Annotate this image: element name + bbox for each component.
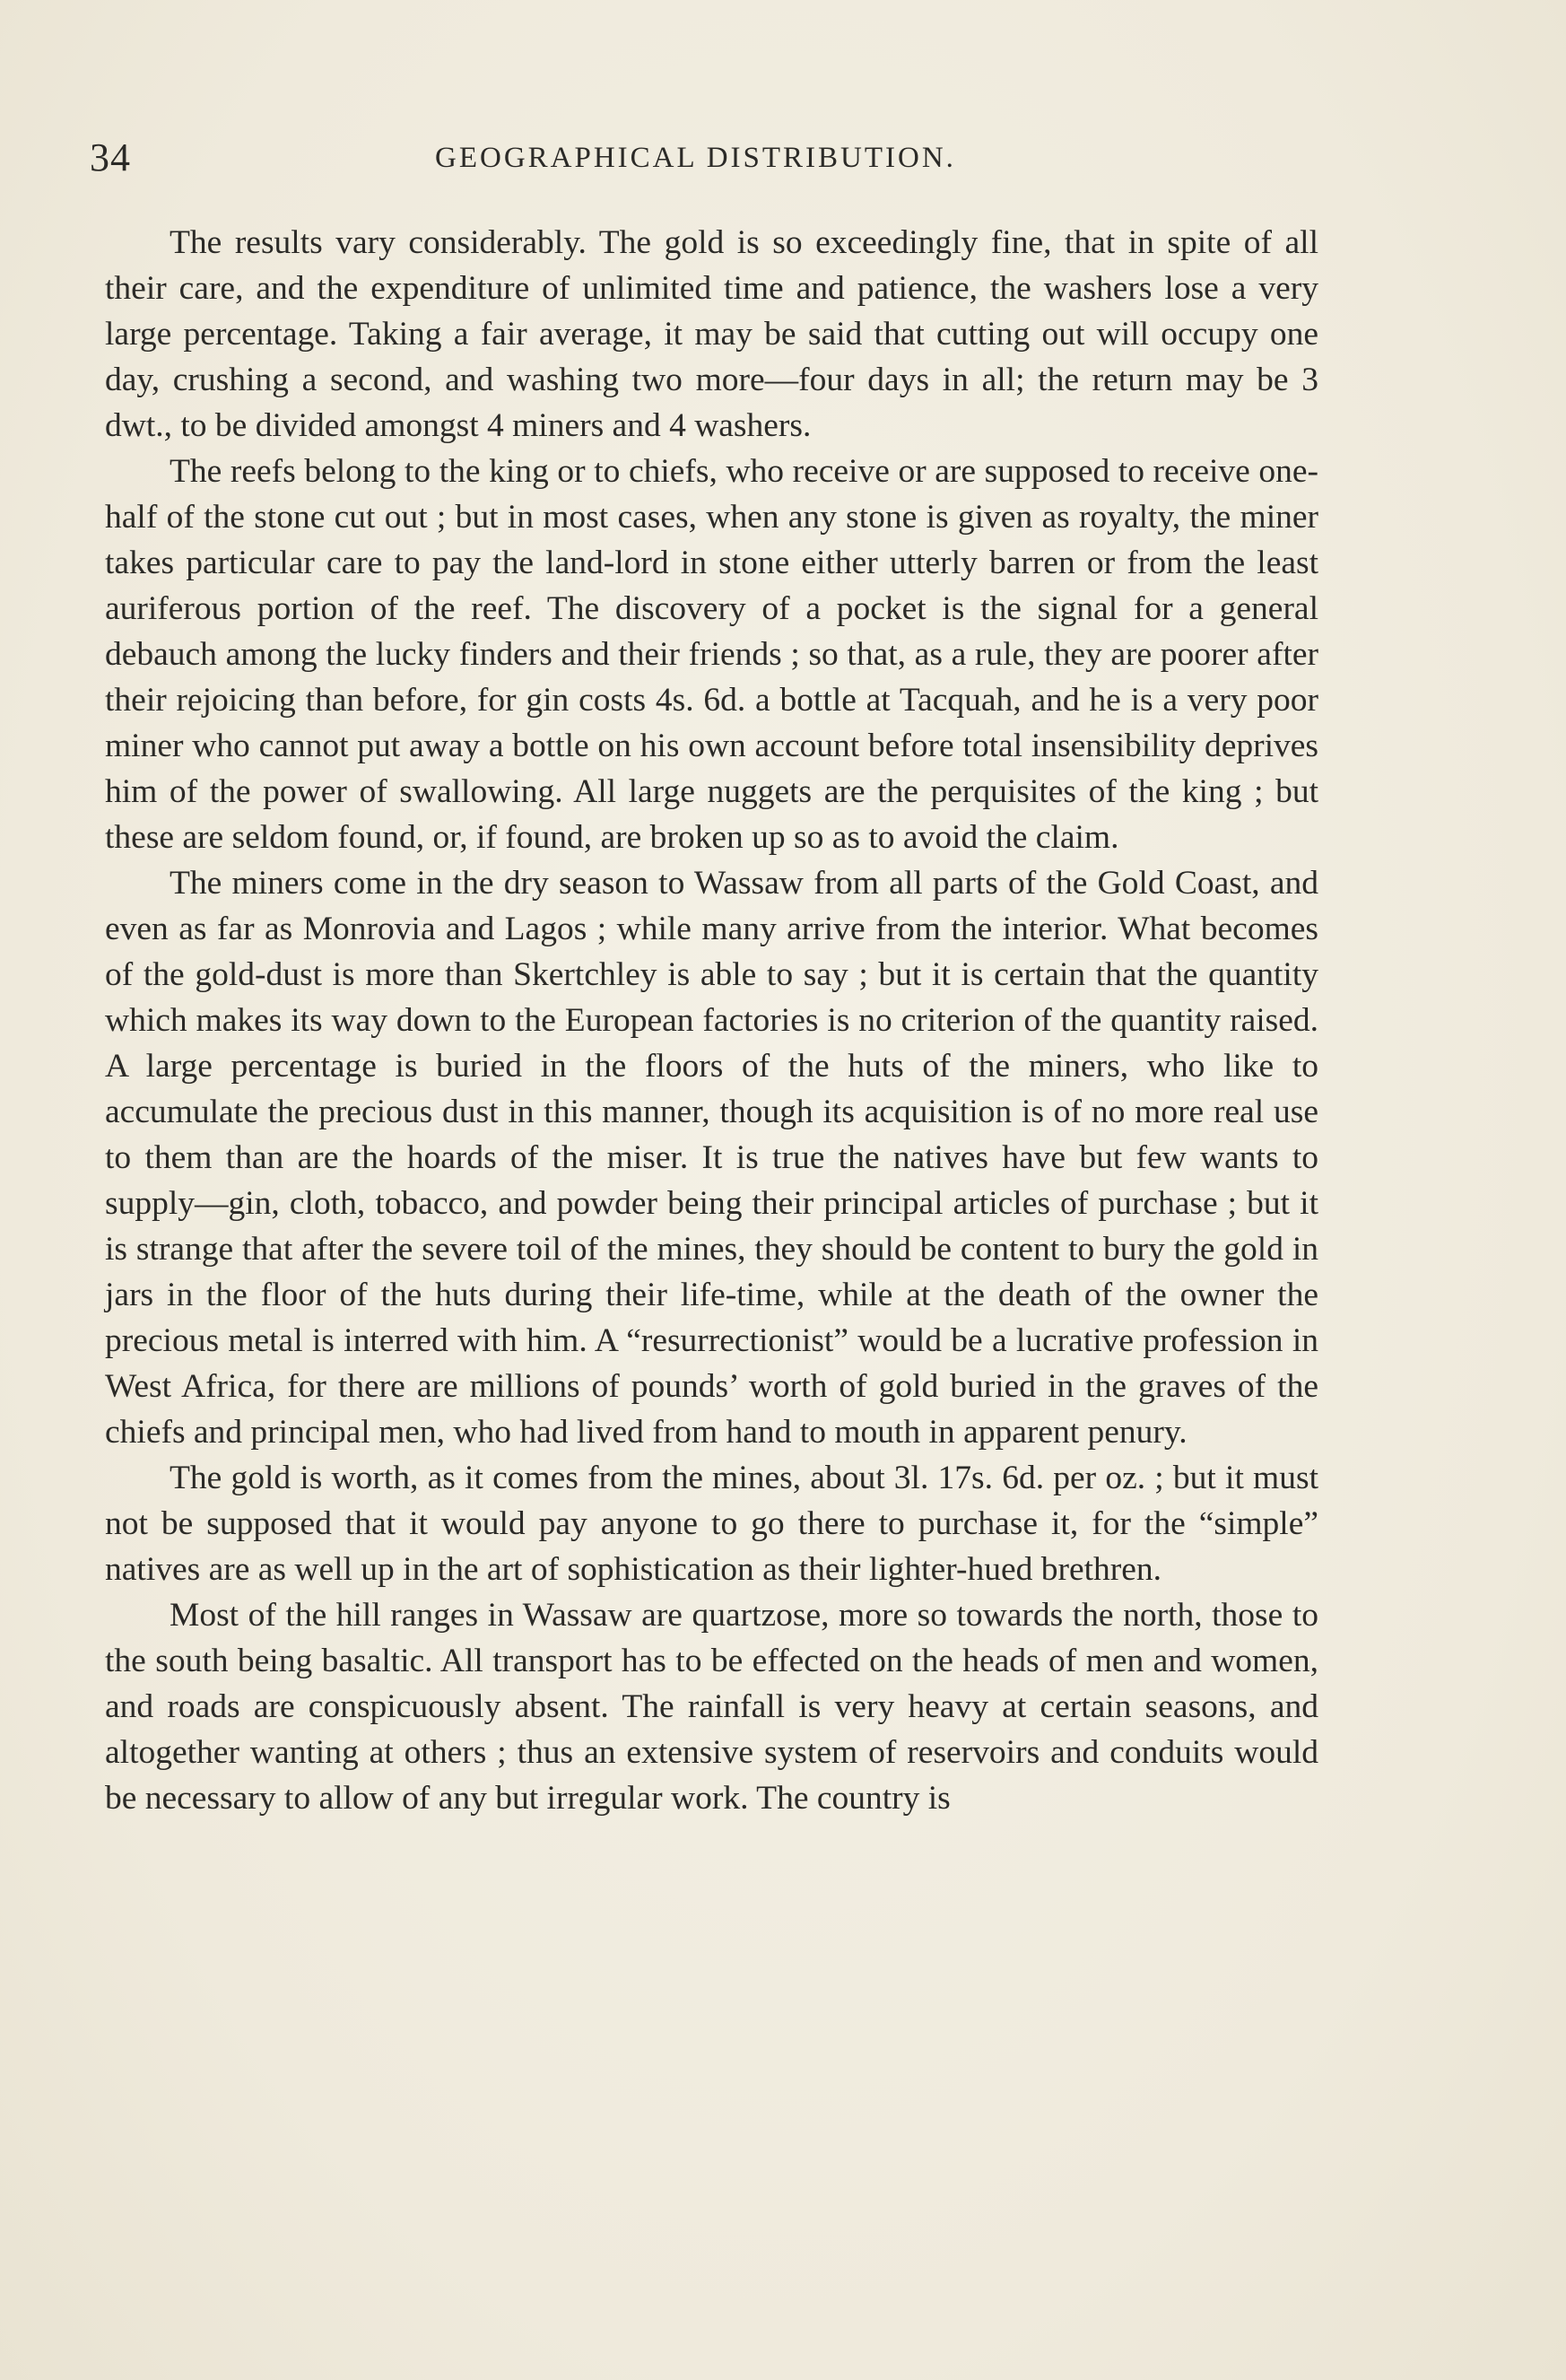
- paragraph-2: The reefs belong to the king or to chiefs, who receive or are supposed to receive one-half of the stone cut out ; but in most cases, when any stone is given as royalty, the miner takes particular care to pay the land-lord in stone either utterly barren or from the least auriferous portion of the reef. The discovery of a pocket is the signal for a general debauch among the lucky finders and their friends ; so that, as a rule, they are poorer after their rejoicing than before, for gin costs 4s. 6d. a bottle at Tacquah, and he is a very poor miner who cannot put away a bottle on his own account before total insensibility deprives him of the power of swallowing. All large nuggets are the perquisites of the king ; but these are seldom found, or, if found, are broken up so as to avoid the claim.: [105, 453, 1318, 856]
- running-head: [90, 135, 1323, 188]
- paragraph-1: The results vary considerably. The gold is so exceedingly fine, that in spite of all their care, and the expenditure of unlimited time and patience, the washers lose a very large percentage. Taking a fair average, it may be said that cutting out will occupy one day, crushing a second, and washing two more—four days in all; the return may be 3 dwt., to be divided amongst 4 miners and 4 washers.: [105, 224, 1318, 444]
- page-number: 34: [90, 135, 131, 179]
- body-text: [105, 220, 1318, 1821]
- paragraph-3: The miners come in the dry season to Wassaw from all parts of the Gold Coast, and even as far as Monrovia and Lagos ; while many arrive from the interior. What becomes of the gold-dust is more than Skertchley is able to say ; but it is certain that the quantity which makes its way down to the European factories is no criterion of the quantity raised. A large percentage is buried in the floors of the huts of the miners, who like to accumulate the precious dust in this manner, though its acquisition is of no more real use to them than are the hoards of the miser. It is true the natives have but few wants to supply—gin, cloth, tobacco, and powder being their principal articles of purchase ; but it is strange that after the severe toil of the mines, they should be content to bury the gold in jars in the floor of the huts during their life-time, while at the death of the owner the precious metal is interred with him. A “resurrectionist” would be a lucrative profession in West Africa, for there are millions of pounds’ worth of gold buried in the graves of the chiefs and principal men, who had lived from hand to mouth in apparent penury.: [105, 865, 1318, 1451]
- paragraph-4: The gold is worth, as it comes from the mines, about 3l. 17s. 6d. per oz. ; but it must not be supposed that it would pay anyone to go there to purchase it, for the “simple” natives are as well up in the art of sophistication as their lighter-hued brethren.: [105, 1460, 1318, 1588]
- running-title: GEOGRAPHICAL DISTRIBUTION.: [435, 142, 956, 174]
- paragraph-5: Most of the hill ranges in Wassaw are quartzose, more so towards the north, those to the south being basaltic. All transport has to be effected on the heads of men and women, and roads are conspicuously absent. The rainfall is very heavy at certain seasons, and altogether wanting at others ; thus an extensive system of reservoirs and conduits would be necessary to allow of any but irregular work. The country is: [105, 1597, 1318, 1817]
